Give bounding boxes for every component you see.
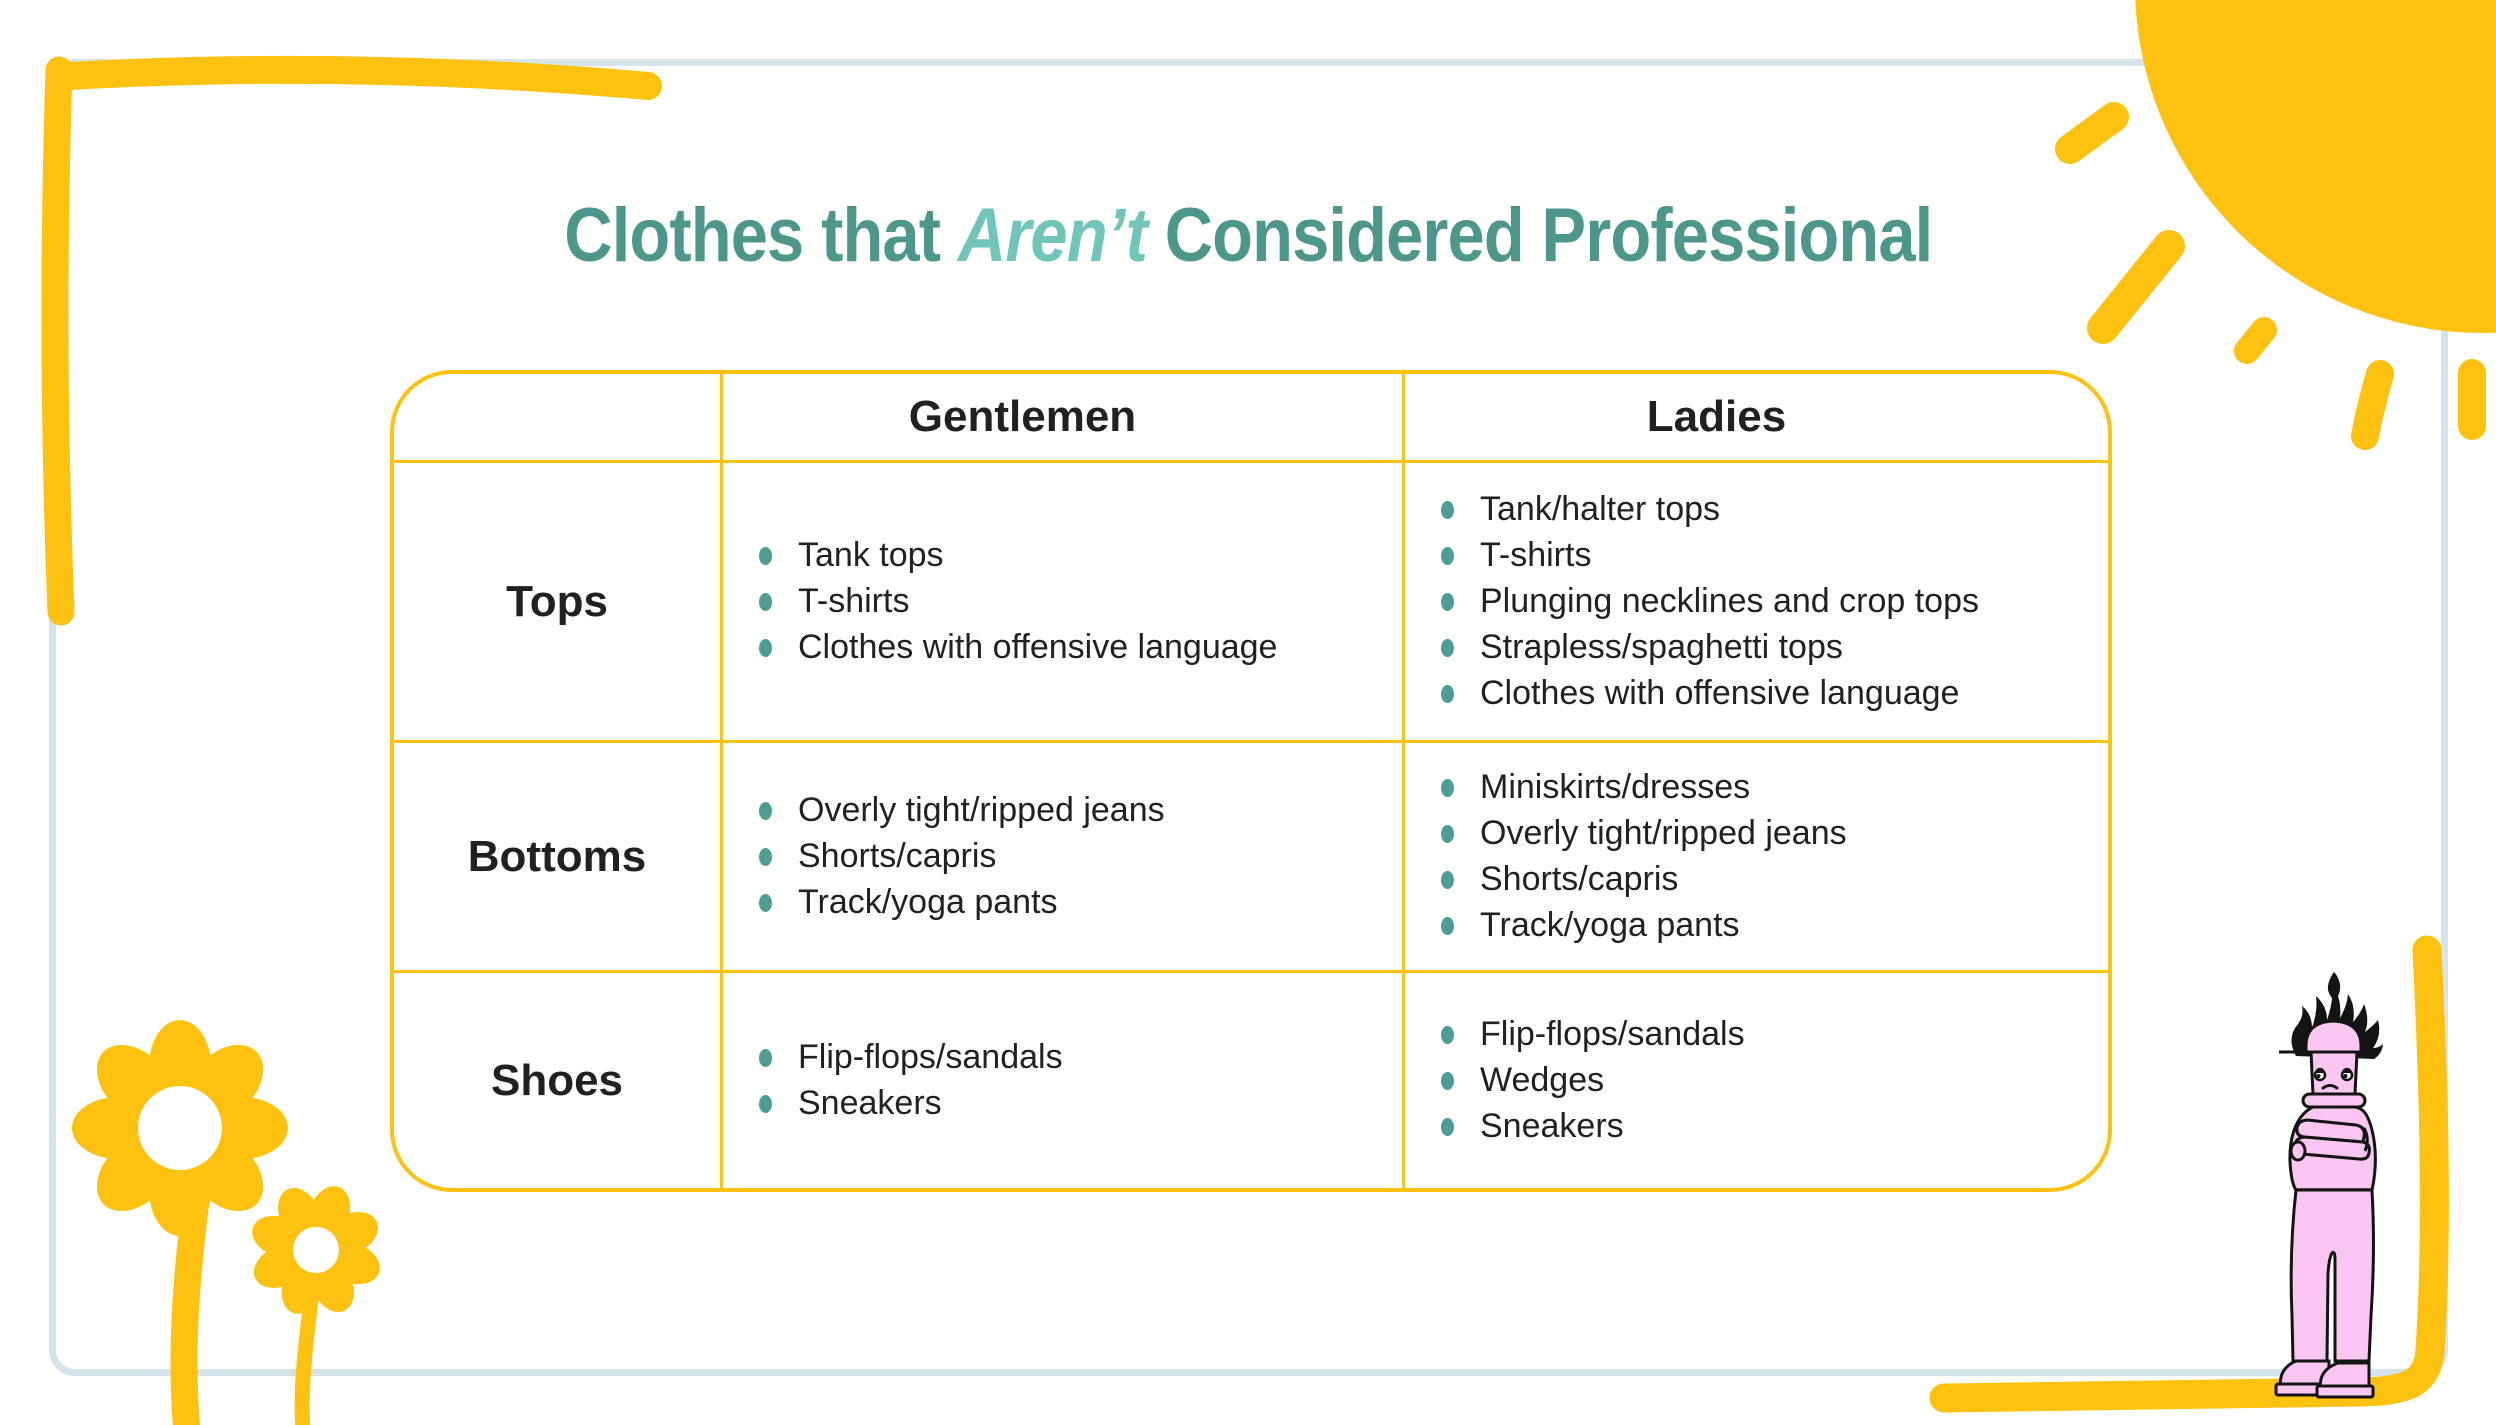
title-emphasis: Aren’t: [957, 193, 1147, 278]
bullet-icon: [1441, 639, 1454, 657]
shoes-ladies-list: [1402, 970, 2108, 1188]
column-header-gentlemen: Gentlemen: [720, 374, 1402, 460]
list-item: Miniskirts/dresses: [1441, 765, 2108, 811]
bullet-icon: [1441, 593, 1454, 611]
bullet-icon: [1441, 685, 1454, 703]
list-item: T-shirts: [1441, 533, 2108, 579]
shoes-gentlemen-list: [720, 970, 1402, 1188]
frame-top-left-horizontal: [68, 70, 648, 86]
bullet-icon: [759, 1095, 772, 1113]
list-item: Flip-flops/sandals: [1441, 1012, 2108, 1058]
bullet-icon: [1441, 1072, 1454, 1090]
collar: [2303, 1094, 2365, 1107]
list-item: Sneakers: [759, 1081, 1402, 1127]
bullet-icon: [759, 848, 772, 866]
list-item: Wedges: [1441, 1058, 2108, 1104]
list-item: Shorts/capris: [759, 834, 1402, 880]
bullet-icon: [1441, 1118, 1454, 1136]
list-item: Overly tight/ripped jeans: [759, 788, 1402, 834]
list-item: Sneakers: [1441, 1104, 2108, 1150]
list-item: Clothes with offensive language: [1441, 671, 2108, 717]
row-label-bottoms: Bottoms: [394, 740, 720, 970]
bullet-icon: [759, 639, 772, 657]
bullet-icon: [759, 593, 772, 611]
sun-icon: [2135, 0, 2496, 333]
clothing-table: [390, 370, 2112, 1192]
head: [2306, 1021, 2361, 1052]
list-item: Clothes with offensive language: [759, 625, 1402, 671]
bottoms-gentlemen-list: [720, 740, 1402, 970]
shoes: [2276, 1361, 2373, 1397]
flower-large-icon: [72, 1020, 288, 1236]
list-item: Track/yoga pants: [1441, 903, 2108, 949]
list-item: Flip-flops/sandals: [759, 1035, 1402, 1081]
list-item: Shorts/capris: [1441, 857, 2108, 903]
tops-ladies-list: [1402, 460, 2108, 740]
column-header-ladies: Ladies: [1402, 374, 2108, 460]
bullet-icon: [1441, 547, 1454, 565]
bullet-icon: [759, 1049, 772, 1067]
bullet-icon: [1441, 1026, 1454, 1044]
pants: [2291, 1190, 2373, 1361]
list-item: Tank/halter tops: [1441, 487, 2108, 533]
list-item: Tank tops: [759, 533, 1402, 579]
crossed-arms: [2291, 1120, 2369, 1160]
burnout-person-illustration: [2252, 966, 2408, 1402]
list-item: Overly tight/ripped jeans: [1441, 811, 2108, 857]
bullet-icon: [1441, 917, 1454, 935]
list-item: Plunging necklines and crop tops: [1441, 579, 2108, 625]
bullet-icon: [759, 547, 772, 565]
title-part2: Considered Professional: [1146, 193, 1933, 278]
bullet-icon: [759, 894, 772, 912]
list-item: Track/yoga pants: [759, 880, 1402, 926]
list-item: Strapless/spaghetti tops: [1441, 625, 2108, 671]
bullet-icon: [1441, 501, 1454, 519]
bullet-icon: [1441, 871, 1454, 889]
bottoms-ladies-list: [1402, 740, 2108, 970]
tops-gentlemen-list: [720, 460, 1402, 740]
title-part1: Clothes that: [563, 193, 958, 278]
row-label-tops: Tops: [394, 460, 720, 740]
frame-top-left-vertical: [55, 70, 61, 612]
bullet-icon: [1441, 825, 1454, 843]
bullet-icon: [1441, 779, 1454, 797]
list-item: T-shirts: [759, 579, 1402, 625]
row-label-shoes: Shoes: [394, 970, 720, 1188]
bullet-icon: [759, 802, 772, 820]
page-title: [0, 188, 2496, 283]
table-corner-cell: [394, 374, 720, 460]
